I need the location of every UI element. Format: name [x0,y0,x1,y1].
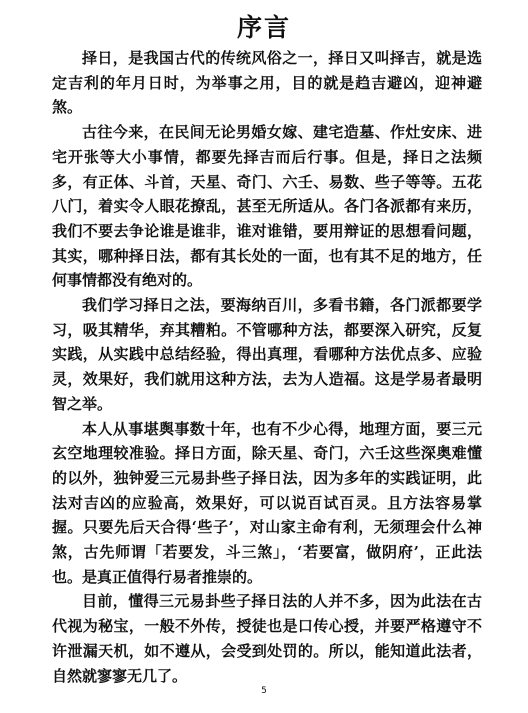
page-title: 序言 [236,13,291,42]
paragraph-5: 目前，懂得三元易卦些子择日法的人并不多，因为此法在古代视为秘宝，一般不外传，授徒也是口传心授，并要严格遵守不许泄漏天机，如不遵从，会受到处罚的。所以，能知道此法者，自然就寥寥无几了。 [52,592,482,685]
paragraph-3: 我们学习择日之法，要海纳百川，多看书籍，各门派都要学习，吸其精华，弃其糟粕。不管哪种方法，都要深入研究，反复实践，从实践中总结经验，得出真理，看哪种方法优点多、应验灵，效果好，我们就用这种方法，去为人造福。这是学易者最明智之举。 [52,296,482,413]
preface-body [52,46,482,688]
paragraph-2: 古往今来，在民间无论男婚女嫁、建宅造墓、作灶安床、进宅开张等大小事情，都要先择吉而后行事。但是，择日之法频多，有正体、斗首，天星、奇门、六壬、易数、些子等等。五花八门，着实令人眼花撩乱，甚至无所适从。各门各派都有来历，我们不要去争论谁是谁非，谁对谁错，要用辩证的思想看问题，其实，哪种择日法，都有其长处的一面，也有其不足的地方，任何事情都没有绝对的。 [52,123,482,290]
paragraph-4: 本人从事堪舆事数十年，也有不少心得，地理方面，要三元玄空地理较准验。择日方面，除天星、奇门，六壬这些深奥难懂的以外，独钟爱三元易卦些子择日法，因为多年的实践证明，此法对吉凶的应验高，效果好，可以说百试百灵。且方法容易掌握。只要先后天合得‘些子’，对山家主命有利，无须理会什么神煞，古先师谓「若要发，斗三煞」，‘若要富，做阴府’，正此法也。是真正值得行易者推崇的。 [52,419,482,586]
page-number: 5 [261,686,267,696]
paragraph-1: 择日，是我国古代的传统风俗之一，择日又叫择吉，就是选定吉利的年月日时，为举事之用，目的就是趋吉避凶，迎神避煞。 [52,49,482,117]
